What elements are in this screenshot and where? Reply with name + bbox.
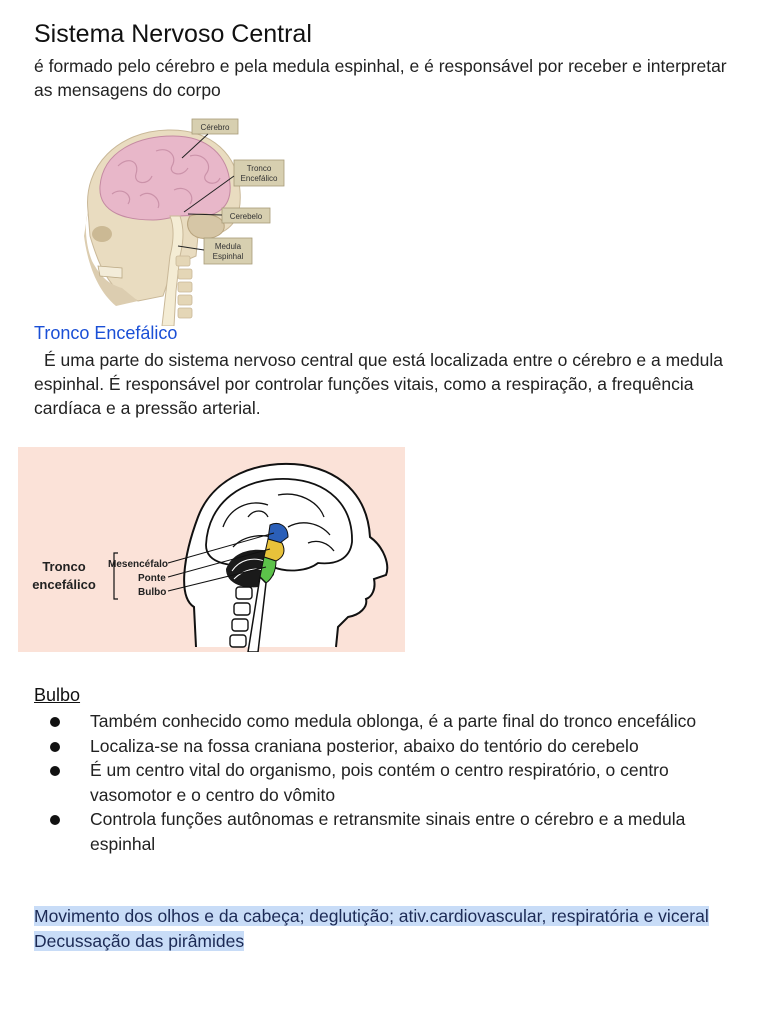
intro-text: é formado pelo cérebro e pela medula espinhal, e é responsável por receber e interpretar as mensagens do corpo [34,56,727,100]
label-cerebro: Cérebro [200,123,230,132]
label-tronco-group: Tronco [42,559,86,574]
bullet-icon [50,766,60,776]
label-bulbo: Bulbo [138,587,167,598]
brain-skull-diagram [78,116,288,326]
highlighted-text: Movimento dos olhos e da cabeça; deglutição; ativ.cardiovascular, respiratória e viceral Decussação das pirâmides [34,906,709,951]
label-mesencefalo: Mesencéfalo [108,559,169,570]
label-espinhal: Espinhal [212,252,244,261]
label-encefalico-group: encefálico [32,577,96,592]
list-item: Também conhecido como medula oblonga, é a parte final do tronco encefálico [34,709,734,734]
label-cerebelo: Cerebelo [229,212,263,221]
bullet-icon [50,717,60,727]
section-heading-tronco: Tronco Encefálico [34,323,178,343]
bullet-icon [50,815,60,825]
brainstem-profile-diagram [18,447,405,652]
label-medula: Medula [214,242,242,251]
tronco-text: É uma parte do sistema nervoso central que está localizada entre o cérebro e a medula espinhal. É responsável por controlar funções vitais, como a respiração, a frequência cardíaca e a pressão arterial. [34,350,723,418]
page-title: Sistema Nervoso Central [34,20,312,48]
label-ponte: Ponte [138,573,166,584]
bullet-icon [50,742,60,752]
section-heading-bulbo: Bulbo [34,685,81,705]
list-item: Controla funções autônomas e retransmite sinais entre o cérebro e a medula espinhal [34,807,734,856]
list-item: Localiza-se na fossa craniana posterior, abaixo do tentório do cerebelo [34,734,734,759]
bulbo-list [34,709,734,856]
label-encefalico: Encefálico [240,174,278,183]
list-item: É um centro vital do organismo, pois contém o centro respiratório, o centro vasomotor e o centro do vômito [34,758,734,807]
label-tronco: Tronco [246,164,272,173]
